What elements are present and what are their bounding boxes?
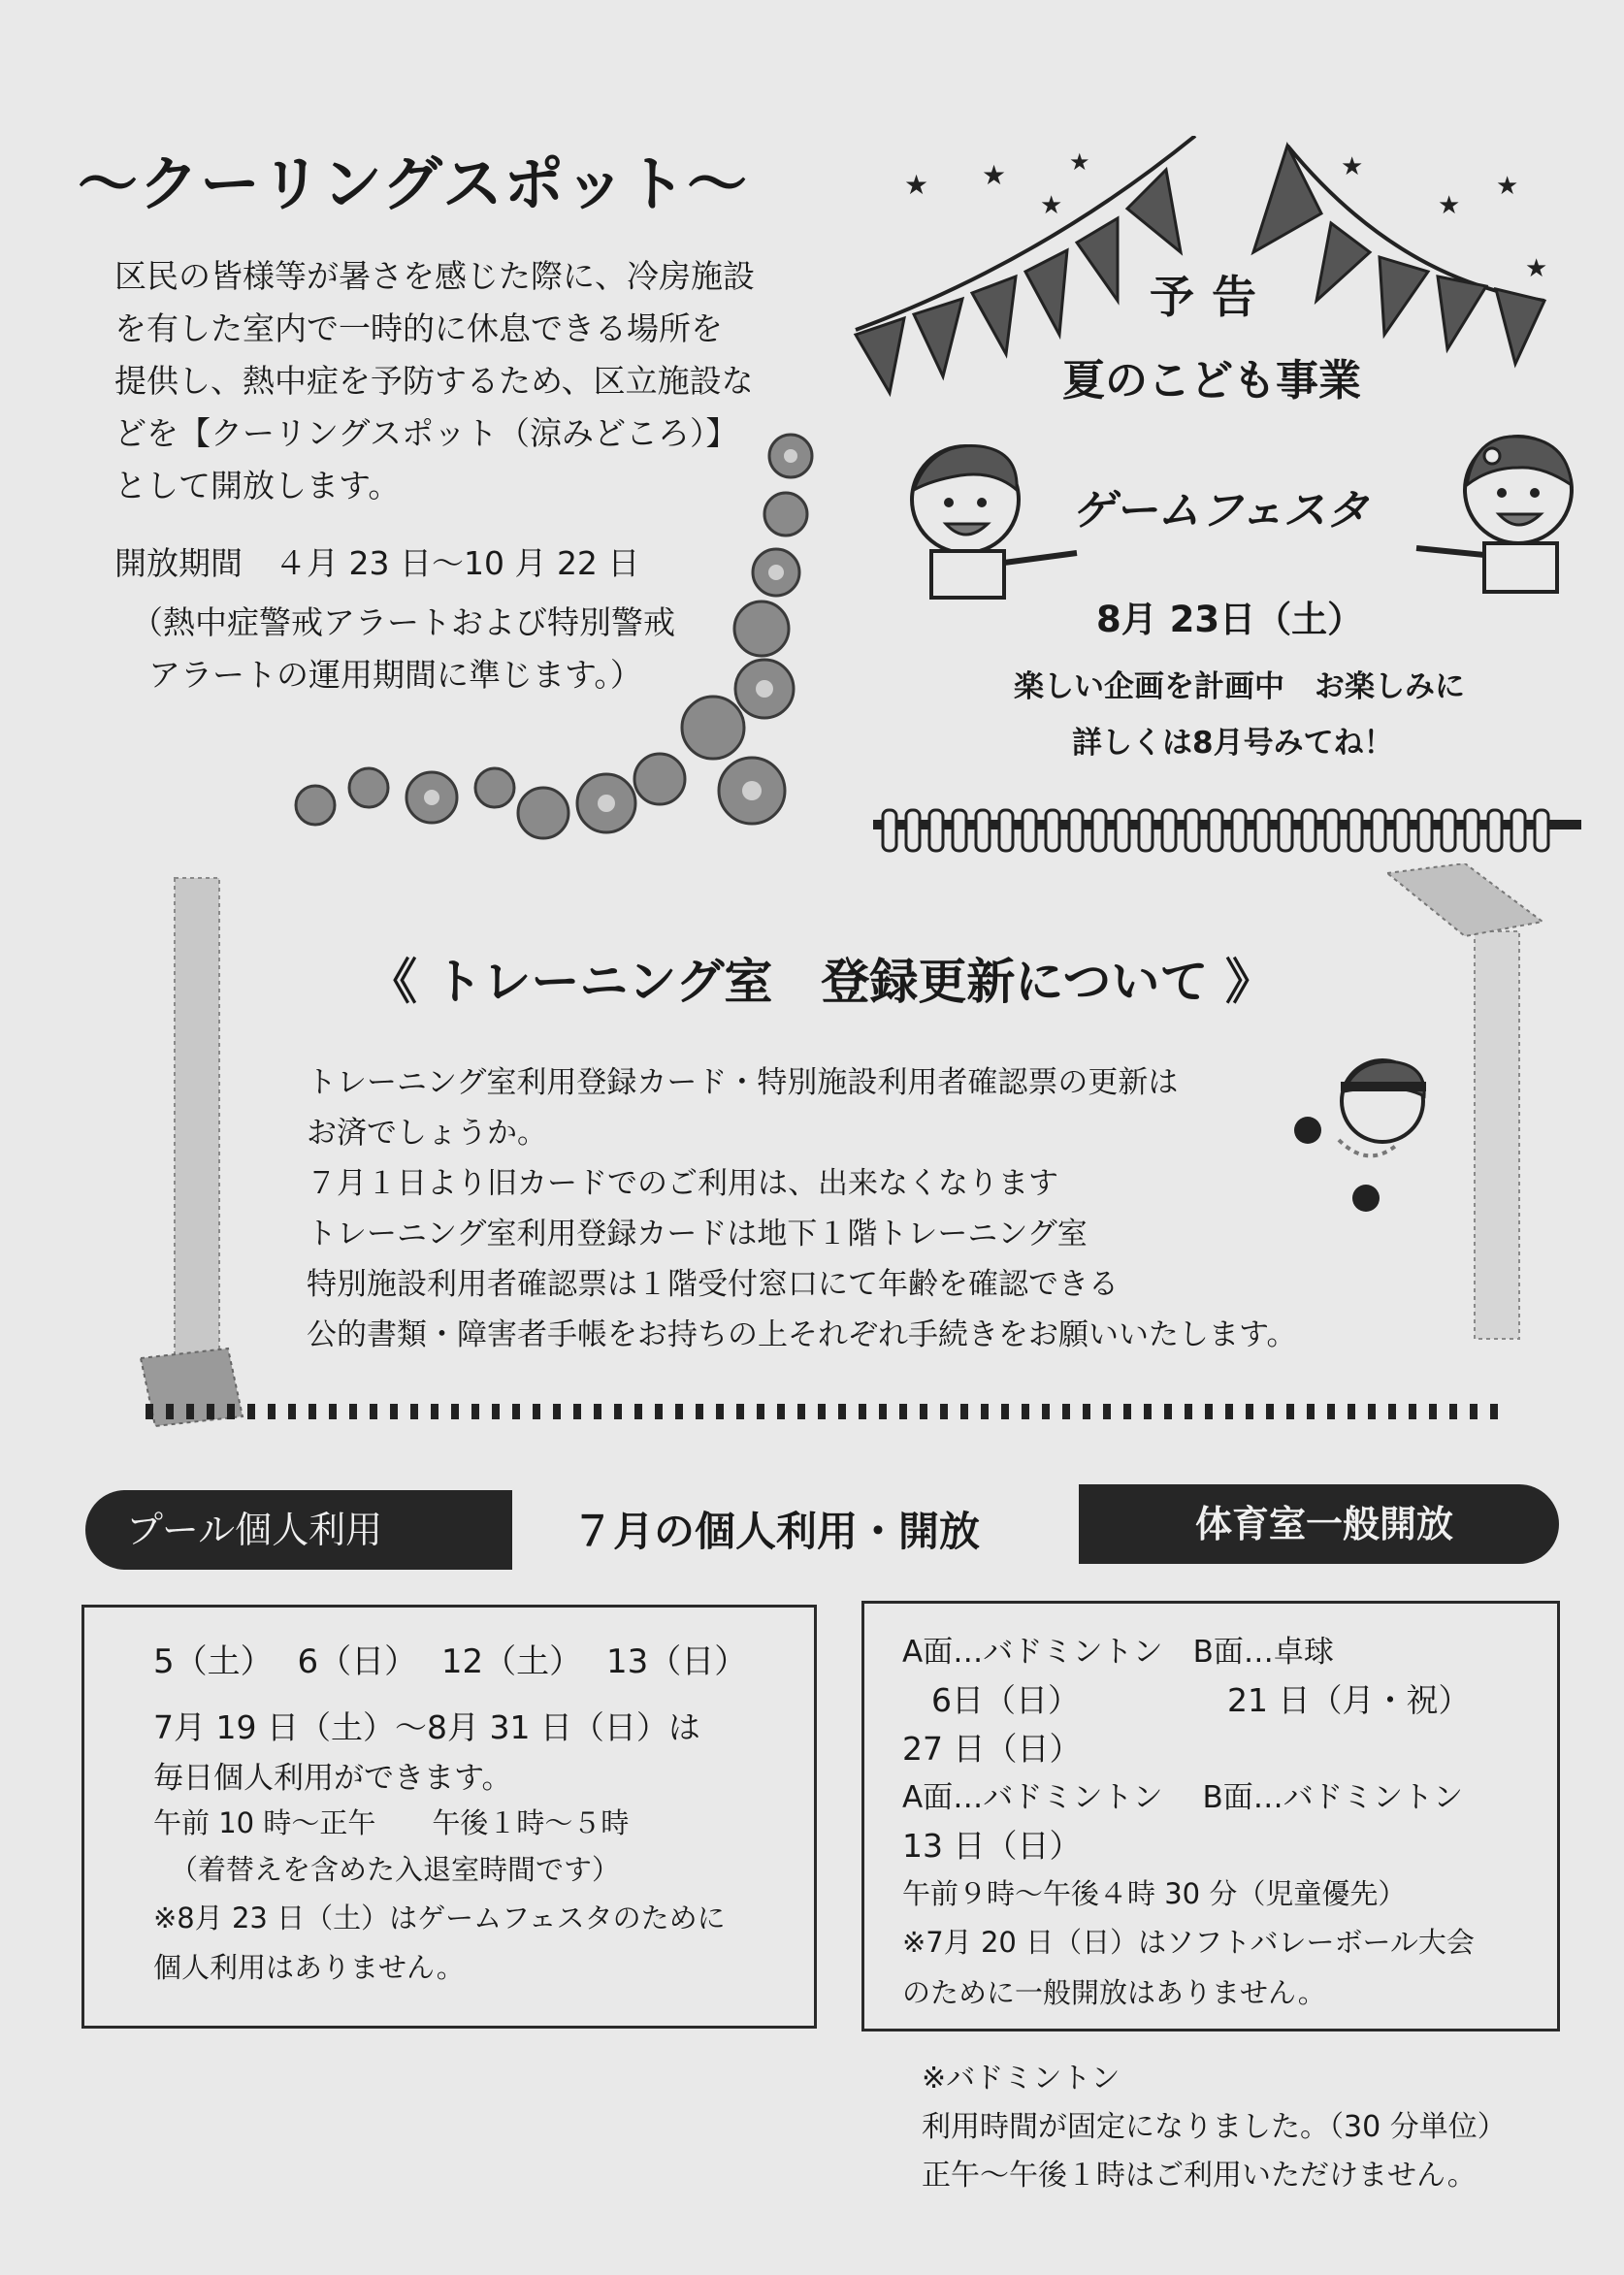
note-line: アラートの運用期間に準じます。） bbox=[148, 656, 642, 694]
gym-date: 27 日（日） bbox=[902, 1730, 1082, 1768]
training-text-line: 公的書類・障害者手帳をお持ちの上それぞれ手続きをお願いいたします。 bbox=[307, 1317, 1297, 1352]
gym-date: 21 日（月・祝） bbox=[1227, 1681, 1471, 1719]
cooling-text-line: 区民の皆様等が暑さを感じた際に、冷房施設 bbox=[114, 257, 755, 295]
training-room-title: 《 トレーニング室 登録更新について 》 bbox=[369, 954, 1274, 1010]
training-text-line: ７月１日より旧カードでのご利用は、出来なくなります bbox=[307, 1166, 1058, 1201]
training-text-line: 特別施設利用者確認票は１階受付窓口にて年齢を確認できる bbox=[307, 1267, 1119, 1302]
training-text-line: トレーニング室利用登録カードは地下１階トレーニング室 bbox=[307, 1217, 1088, 1251]
badminton-note bbox=[922, 2055, 1507, 2200]
svg-text:★: ★ bbox=[1040, 191, 1063, 220]
cooling-spot-title: 〜クーリングスポット〜 bbox=[78, 148, 749, 219]
pool-closure-note-cont: 個人利用はありません。 bbox=[153, 1951, 465, 1984]
note-line: （熱中症警戒アラートおよび特別警戒 bbox=[131, 603, 675, 641]
pool-changing-note: （着替えを含めた入退室時間です） bbox=[170, 1853, 621, 1886]
boy-pointing-illustration bbox=[902, 437, 1096, 601]
badminton-note-line: 利用時間が固定になりました。（30 分単位） bbox=[922, 2110, 1507, 2144]
cooling-text-line: を有した室内で一時的に休息できる場所を bbox=[114, 309, 723, 347]
gym-court-assignment: A面…バドミントン B面…バドミントン bbox=[902, 1780, 1464, 1815]
svg-text:★: ★ bbox=[1069, 148, 1090, 176]
svg-text:★: ★ bbox=[1496, 172, 1519, 201]
svg-text:★: ★ bbox=[982, 159, 1007, 191]
event-date: 8月 23日（土） bbox=[1096, 599, 1364, 640]
dotted-pole-left bbox=[136, 873, 330, 1455]
pool-individual-use-header: プール個人利用 bbox=[85, 1490, 512, 1570]
gym-date: 6日（日） bbox=[931, 1681, 1080, 1719]
cooling-text-line: どを【クーリングスポット（涼みどころ）】 bbox=[114, 414, 738, 452]
svg-text:★: ★ bbox=[904, 169, 929, 201]
event-message-line: 詳しくは8月号みてね！ bbox=[1072, 726, 1394, 761]
pool-hours: 午前 10 時〜正午 午後１時〜５時 bbox=[153, 1806, 630, 1839]
dashed-divider bbox=[146, 1400, 1504, 1423]
preview-label: 予告 bbox=[1150, 271, 1274, 323]
july-individual-use-heading: ７月の個人利用・開放 bbox=[572, 1508, 981, 1555]
flower-border-illustration bbox=[272, 407, 834, 863]
gym-date: 13 日（日） bbox=[902, 1827, 1082, 1865]
event-message-line: 楽しい企画を計画中 お楽しみに bbox=[1014, 669, 1465, 704]
gym-hours: 午前９時〜午後４時 30 分（児童優先） bbox=[902, 1877, 1407, 1910]
gym-closure-note: ※7月 20 日（日）はソフトバレーボール大会 bbox=[902, 1926, 1475, 1959]
opening-period: 開放期間 ４月 23 日〜10 月 22 日 bbox=[114, 544, 640, 582]
gym-court-assignment: A面…バドミントン B面…卓球 bbox=[902, 1635, 1334, 1670]
badminton-note-line: 正午〜午後１時はご利用いただけません。 bbox=[922, 2159, 1477, 2193]
training-text-line: お済でしょうか。 bbox=[307, 1116, 547, 1151]
cooling-text-line: として開放します。 bbox=[114, 467, 401, 504]
pool-closure-note: ※8月 23 日（土）はゲームフェスタのために bbox=[153, 1901, 726, 1934]
exercising-kid-illustration bbox=[1281, 1053, 1455, 1227]
pool-dates: 5（土） 6（日） 12（土） 13（日） bbox=[153, 1642, 748, 1681]
training-room-description bbox=[307, 1057, 1297, 1360]
svg-text:★: ★ bbox=[1525, 254, 1548, 283]
game-festa-title: ゲームフェスタ bbox=[1072, 486, 1369, 536]
gym-closure-note-cont: のために一般開放はありません。 bbox=[902, 1976, 1326, 2009]
pool-summer-period: 7月 19 日（土）〜8月 31 日（日）は bbox=[153, 1708, 700, 1746]
summer-kids-event-title: 夏のこども事業 bbox=[1062, 356, 1361, 406]
svg-text:★: ★ bbox=[1438, 191, 1461, 220]
pool-daily-note: 毎日個人利用ができます。 bbox=[153, 1761, 512, 1796]
training-text-line: トレーニング室利用登録カード・特別施設利用者確認票の更新は bbox=[307, 1065, 1179, 1100]
badminton-note-line: ※バドミントン bbox=[922, 2062, 1121, 2096]
gym-open-use-header: 体育室一般開放 bbox=[1079, 1484, 1559, 1564]
svg-text:★: ★ bbox=[1341, 152, 1364, 181]
fence-border bbox=[873, 805, 1581, 854]
girl-pointing-illustration bbox=[1397, 427, 1591, 597]
cooling-text-line: 提供し、熱中症を予防するため、区立施設な bbox=[114, 362, 754, 400]
